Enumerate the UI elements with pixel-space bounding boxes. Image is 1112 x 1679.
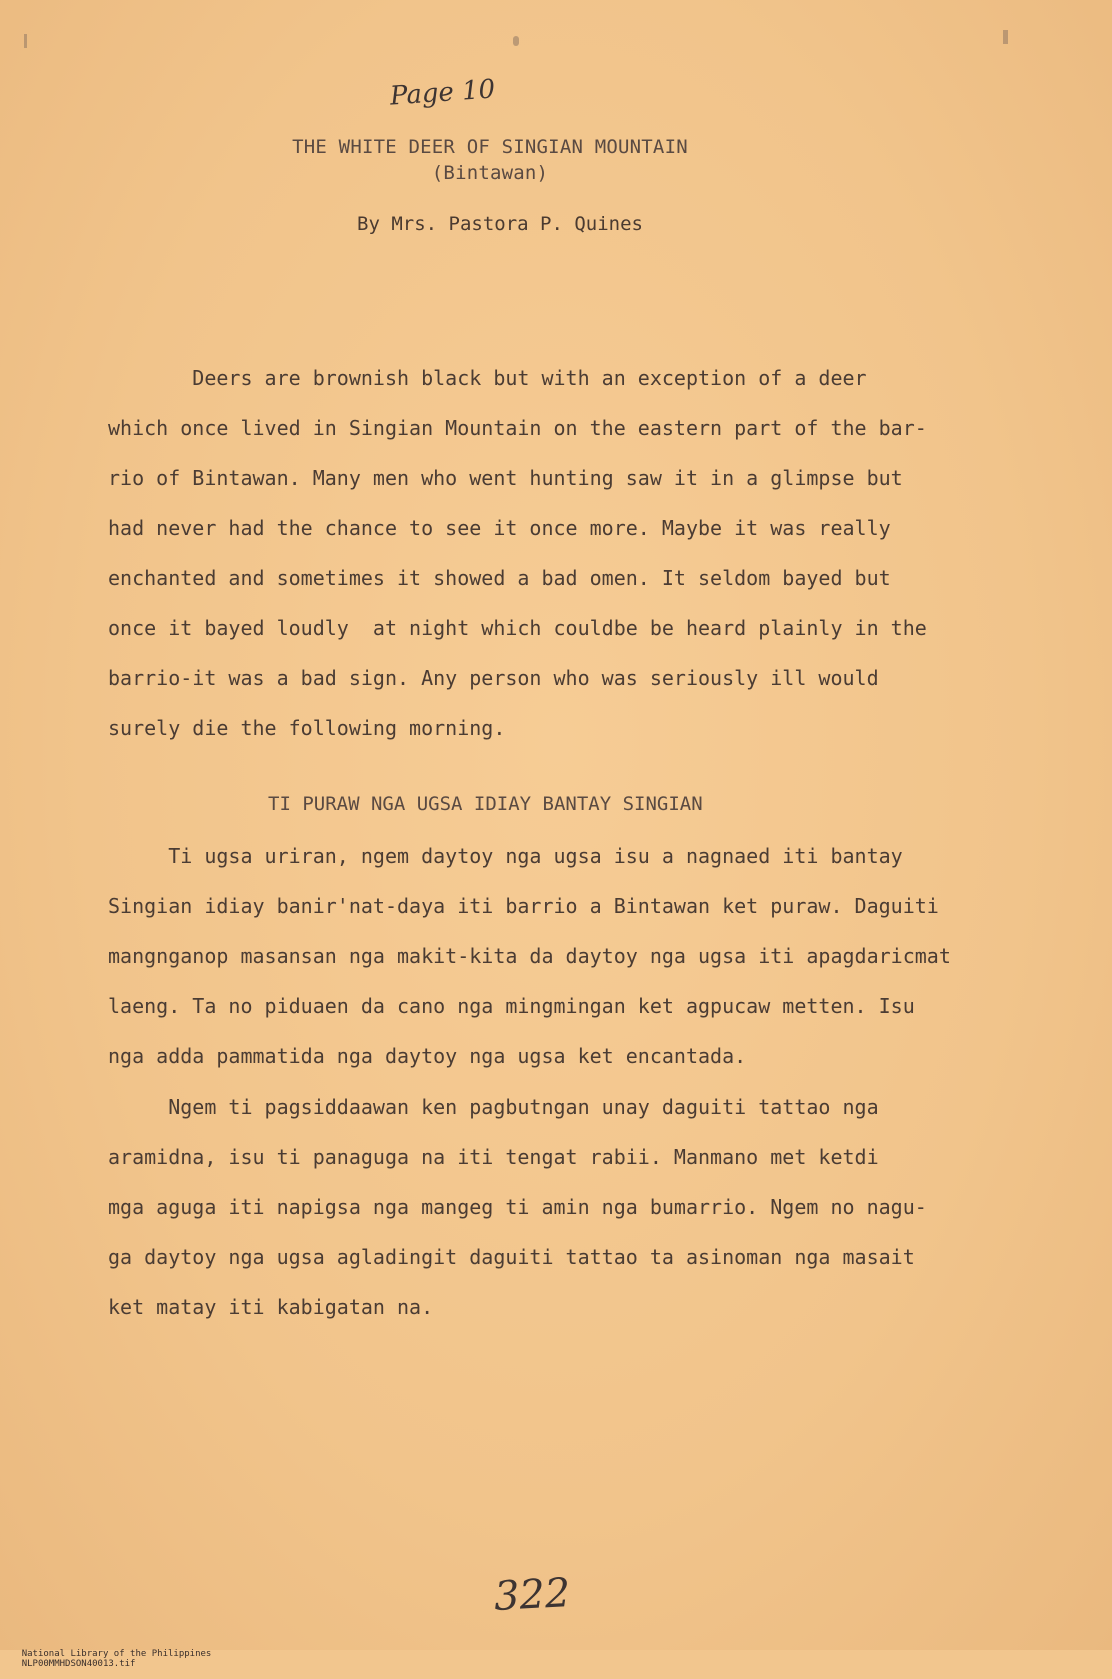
english-story-paragraph (108, 353, 988, 753)
text-line: laeng. Ta no piduaen da cano nga mingmingan ket agpucaw metten. Isu (108, 994, 915, 1018)
ilocano-heading: TI PURAW NGA UGSA IDIAY BANTAY SINGIAN (268, 793, 703, 815)
text-line: mangnganop masansan nga makit-kita da daytoy nga ugsa iti apagdaricmat (108, 944, 951, 968)
text-line: Ngem ti pagsiddaawan ken pagbutngan unay daguiti tattao nga (108, 1095, 879, 1119)
text-line: nga adda pammatida nga daytoy nga ugsa ket encantada. (108, 1044, 747, 1068)
story-subtitle: (Bintawan) (431, 162, 549, 184)
text-line: ket matay iti kabigatan na. (108, 1295, 434, 1319)
text-line: Ti ugsa uriran, ngem daytoy nga ugsa isu a nagnaed iti bantay (108, 844, 903, 868)
text-line: aramidna, isu ti panaguga na iti tengat rabii. Manmano met ketdi (108, 1145, 879, 1169)
paper-mark (1003, 30, 1008, 44)
scan-footer (0, 1639, 239, 1679)
text-line: ga daytoy nga ugsa agladingit daguiti tattao ta asinoman nga masait (108, 1245, 915, 1269)
text-line: enchanted and sometimes it showed a bad omen. It seldom bayed but (108, 566, 891, 590)
footer-library: National Library of the Philippines (21, 1649, 212, 1659)
paper-mark (24, 34, 27, 48)
text-line: which once lived in Singian Mountain on the eastern part of the bar- (108, 416, 927, 440)
story-title: THE WHITE DEER OF SINGIAN MOUNTAIN (292, 136, 688, 158)
text-line: Deers are brownish black but with an exception of a deer (108, 366, 867, 390)
text-line: Singian idiay banir'nat-daya iti barrio a Bintawan ket puraw. Daguiti (108, 894, 939, 918)
text-line: surely die the following morning. (108, 716, 506, 740)
text-line: rio of Bintawan. Many men who went hunting saw it in a glimpse but (108, 466, 903, 490)
ilocano-paragraph-2 (108, 1082, 988, 1332)
footer-file: NLP00MMHDSON40013.tif (21, 1659, 136, 1669)
text-line: once it bayed loudly at night which couldbe be heard plainly in the (108, 616, 927, 640)
text-line: barrio-it was a bad sign. Any person who was seriously ill would (108, 666, 879, 690)
handwritten-page-label: Page 10 (389, 74, 497, 112)
author-byline: By Mrs. Pastora P. Quines (357, 213, 643, 235)
handwritten-page-number: 322 (492, 1570, 572, 1620)
paper-mark (513, 36, 519, 46)
ilocano-paragraph-1 (108, 831, 988, 1081)
text-line: mga aguga iti napigsa nga mangeg ti amin nga bumarrio. Ngem no nagu- (108, 1195, 927, 1219)
text-line: had never had the chance to see it once more. Maybe it was really (108, 516, 891, 540)
